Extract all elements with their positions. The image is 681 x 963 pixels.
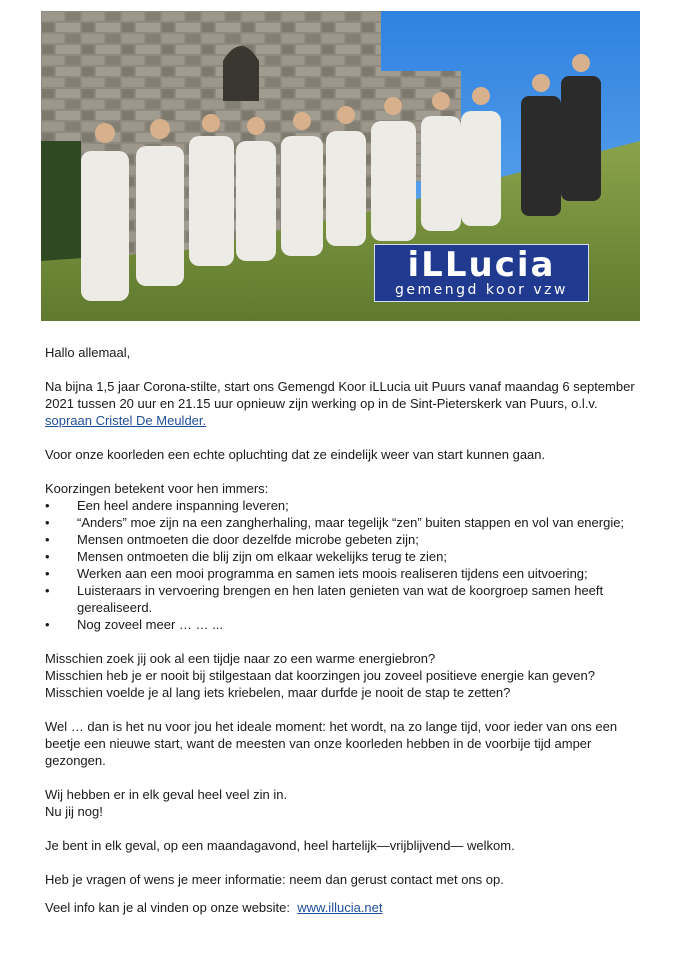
list-item: • Werken aan een mooi programma en samen iets moois realiseren tijdens een uitvoering; [45,566,588,581]
relief-paragraph: Voor onze koorleden een echte opluchting dat ze eindelijk weer van start kunnen gaan. [45,447,546,462]
website-text: Veel info kan je al vinden op onze website: [45,900,291,915]
bullet-icon: • [45,566,50,581]
greeting: Hallo allemaal, [45,345,131,360]
conductor-link[interactable]: sopraan Cristel De Meulder. [45,413,207,428]
questions-contact-paragraph: Heb je vragen of wens je meer informatie: neem dan gerust contact met ons op. [45,872,504,887]
welcome-paragraph: Je bent in elk geval, op een maandagavond, heel hartelijk—vrijblijvend— welkom. [45,838,515,853]
list-item: • “Anders” moe zijn na een zangherhaling, maar tegelijk “zen” buiten stappen en vol van energie; [45,515,625,530]
moment-paragraph: Wel … dan is het nu voor jou het ideale moment: het wordt, na zo lange tijd, voor ieder van ons een beetje een nieuwe start, want de meesten van onze koorleden hebben in de voorbije tijd amper gezongen. [45,719,618,768]
benefits-list [45,497,635,633]
bullet-icon: • [45,498,50,513]
letter-body [45,344,635,905]
questions-paragraph [45,650,635,701]
intro-paragraph [45,378,635,429]
illucia-logo [374,244,589,302]
list-intro: Koorzingen betekent voor hen immers: [45,481,269,496]
intro-text: Na bijna 1,5 jaar Corona-stilte, start ons Gemengd Koor iLLucia uit Puurs vanaf maandag 6 september 2021 tussen 20 uur en 21.15 uur opnieuw zijn werking op in de Sint-Pieterskerk van Puurs, o.l.v. [45,379,635,411]
question-2: Misschien heb je er nooit bij stilgestaan dat koorzingen jou zoveel positieve energie kan geven? [45,668,595,683]
list-item: • Luisteraars in vervoering brengen en hen laten genieten van wat de koorgroep samen heeft gerealiseerd. [45,583,604,615]
bullet-icon: • [45,549,50,564]
bullet-icon: • [45,583,50,598]
zin-paragraph [45,786,635,820]
list-item: • Mensen ontmoeten die door dezelfde microbe gebeten zijn; [45,532,419,547]
list-item: • Mensen ontmoeten die blij zijn om elkaar wekelijks terug te zien; [45,549,447,564]
question-1: Misschien zoek jij ook al een tijdje naar zo een warme energiebron? [45,651,436,666]
list-item: • Nog zoveel meer … … ... [45,617,223,632]
zin-line-2: Nu jij nog! [45,804,103,819]
logo-subtitle: gemengd koor vzw [395,282,568,298]
website-link[interactable]: www.illucia.net [297,900,383,915]
bullet-icon: • [45,515,50,530]
zin-line-1: Wij hebben er in elk geval heel veel zin in. [45,787,288,802]
bullet-icon: • [45,532,50,547]
question-3: Misschien voelde je al lang iets kriebelen, maar durfde je nooit de stap te zetten? [45,685,511,700]
list-item: • Een heel andere inspanning leveren; [45,498,289,513]
logo-name: iLLucia [407,245,556,285]
website-line [45,899,383,916]
bullet-icon: • [45,617,50,632]
